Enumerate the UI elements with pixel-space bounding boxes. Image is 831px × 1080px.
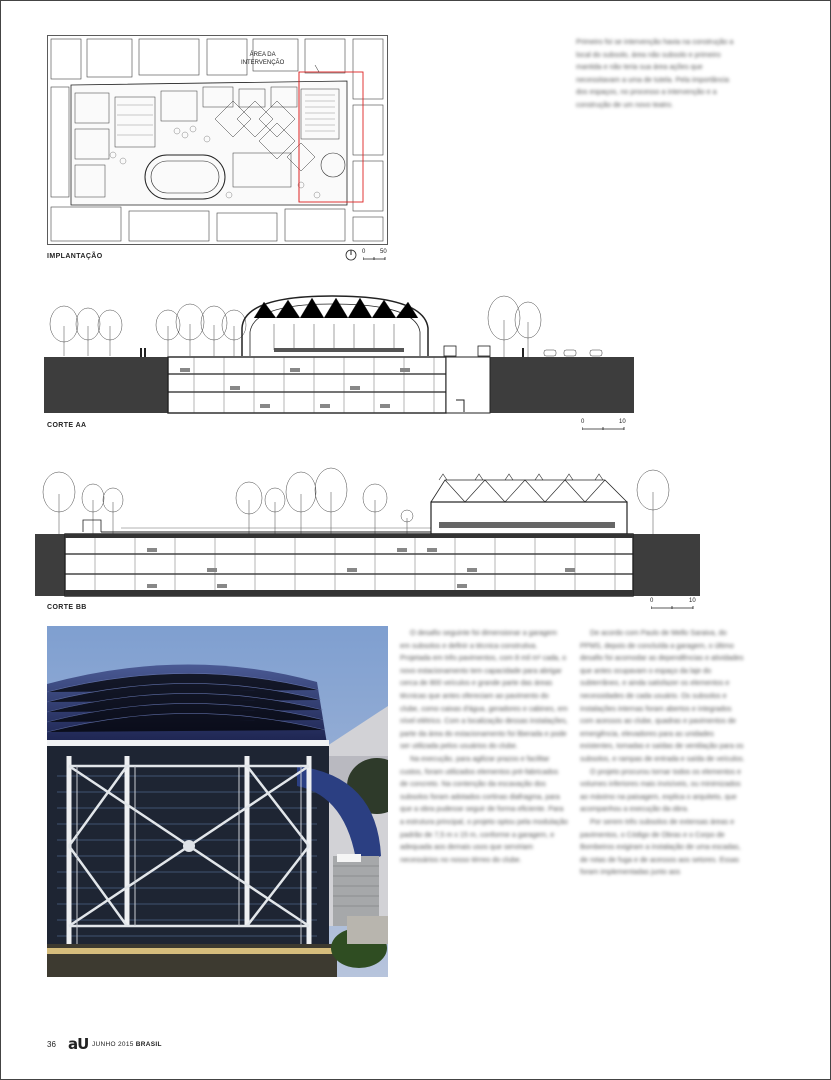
section-bb-scale-zero: 0: [650, 598, 654, 604]
intervention-label-line1: ÁREA DA: [249, 52, 276, 58]
section-bb-scale-bar: [651, 605, 695, 610]
issue-month: JUNHO 2015: [92, 1041, 134, 1048]
body-column-2-paragraph-3: Por serem três subsolos de extensas áreas e pavimentos, o Código de Obras e o Corpo de Bombeiros exigiram a instalação de uma escadas, de rotas de fuga e de acessos aos setores. Essas foram implementadas junto aos: [580, 816, 741, 877]
intervention-label-line2: INTERVENÇÃO: [241, 60, 285, 66]
body-column-2-paragraph-2: O projeto procurou tornar todos os elementos e volumes inferiores mais invisíveis, ou minimizados ao máximo na paisagem, explica o arquiteto, que acompanhou a execução da obra.: [580, 766, 742, 814]
magazine-logo: aU: [68, 1035, 89, 1053]
plan-caption: IMPLANTAÇÃO: [47, 253, 103, 260]
plan-scale-bar: [363, 256, 387, 261]
section-bb-drawing: [35, 462, 700, 600]
section-aa-scale-max: 10: [619, 419, 626, 425]
intervention-area-label: [241, 51, 284, 67]
body-column-1-paragraph-2: Na execução, para agilizar prazos e facilitar custos, foram utilizados elementos pré-fabricados de concreto. Na contenção da escavação dos subsolos foram adotados cortinas diafragma, para que a obra pudesse seguir de forma eficiente. Para a estrutura principal, o projeto optou pela modulação padrão de 7,5 m x 15 m, conforme a garagem, e adequada aos demais usos que serviriam necessários no nosso térreo do clube.: [400, 753, 568, 864]
plan-scale-max: 50: [380, 249, 387, 255]
issue-date: [92, 1041, 162, 1048]
section-bb-scale-max: 10: [689, 598, 696, 604]
section-aa-scale-zero: 0: [581, 419, 585, 425]
north-arrow-icon: [345, 249, 357, 261]
plan-scale-zero: 0: [362, 249, 366, 255]
building-photo: [47, 626, 388, 977]
body-column-2-paragraph-1: De acordo com Paulo de Mello Saraiva, do PPMS, depois de concluída a garagem, o último desafio foi acomodar as dependências e atividades que antes ocupavam o espaço da laje do subterrâneo, e ainda satisfazer os elementos e necessidades de cada usuário. Os subsolos e instalações internas foram abertos e integrados com acessos ao clube, quadras e pavimentos de emergência, elevadores para as unidades existentes, tomadas e saídas de ventilação para os subsolos, e rampas de entrada e saída de veículos.: [580, 628, 745, 763]
section-bb-caption: CORTE BB: [47, 604, 87, 611]
section-aa-caption: CORTE AA: [47, 422, 87, 429]
intro-text: Primeiro foi se intervenção havia na construção a local do subsolo, área não subsolo e primeiro mantida e não teria sua área ações que necessitavam a uma de tutela. Pela importância dos espaços, no processo a intervenção e a construção de um novo teatro.: [576, 37, 734, 109]
page-number: 36: [47, 1040, 56, 1049]
body-column-1-paragraph-1: O desafio seguinte foi dimensionar a garagem em subsolos e definir a técnica construtiva. Projetada em três pavimentos, com 8 mil m² cada, o novo estacionamento tem capacidade para abrigar cerca de 800 veículos e grande parte das áreas técnicas que antes ofereciam ao pavimento do clube, como caixas d'água, geradores e cabines, em nível elétrico. Com a localização dessas instalações, parte da área do estacionamento foi liberada e pode ser utilizada pelos usuários do clube.: [400, 628, 568, 751]
issue-edition: BRASIL: [135, 1041, 162, 1048]
section-aa-scale-bar: [582, 426, 626, 431]
body-column-2: [580, 627, 746, 879]
site-plan-drawing: [47, 35, 388, 245]
body-column-1: [400, 627, 568, 866]
section-aa-drawing: [44, 288, 634, 416]
